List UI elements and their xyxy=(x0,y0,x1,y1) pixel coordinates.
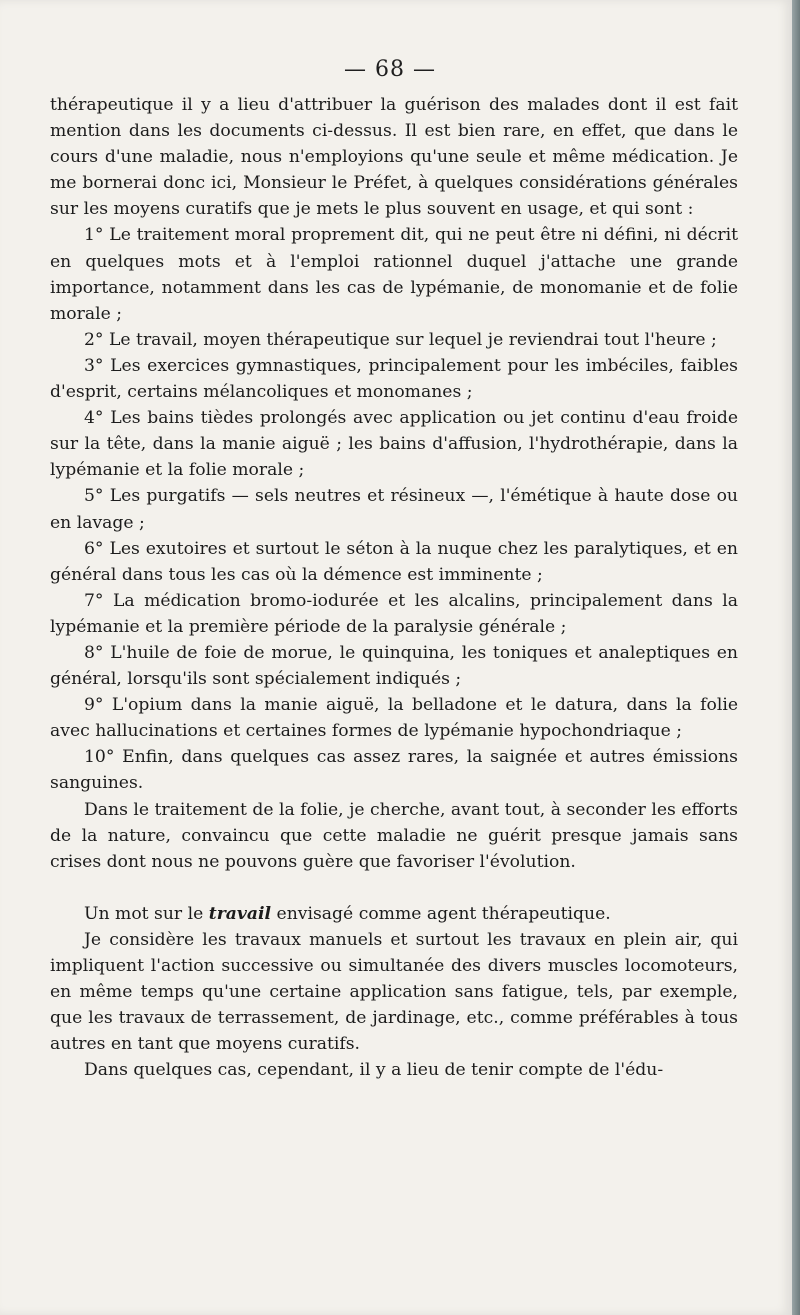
page-number: — 68 — xyxy=(344,57,436,82)
paragraph-education: Dans quelques cas, cependant, il y a lieu de tenir compte de l'édu- xyxy=(84,1060,664,1081)
travail-text-before: Un mot sur le xyxy=(84,903,209,924)
paragraph-item-6: 6° Les exutoires et surtout le séton à la nuque chez les paralytiques, et en général dans tous les cas où la démence est imminente ; xyxy=(50,538,738,585)
paragraph-item-10: 10° Enfin, dans quelques cas assez rares, la saignée et autres émissions sanguines. xyxy=(50,747,738,794)
paragraph-item-4: 4° Les bains tièdes prolongés avec application ou jet continu d'eau froide sur la tête, dans la manie aiguë ; les bains d'affusion, l'hydrothérapie, dans la lypémanie et la folie morale ; xyxy=(50,408,738,481)
paragraph-item-7: 7° La médication bromo-iodurée et les alcalins, principalement dans la lypémanie et la première période de la paralysie générale ; xyxy=(50,590,738,637)
travail-text-after: envisagé comme agent thérapeutique. xyxy=(271,903,611,924)
paragraph-item-8: 8° L'huile de foie de morue, le quinquina, les toniques et analeptiques en général, lorsqu'ils sont spécialement indiqués ; xyxy=(50,642,738,690)
paragraph-item-1: 1° Le traitement moral proprement dit, qui ne peut être ni défini, ni décrit en quelques mots et à l'emploi rationnel duquel j'attache une grande importance, notamment dans les cas de lypémanie, de monomanie et de folie morale ; xyxy=(50,225,738,324)
paragraph-treatment: Dans le traitement de la folie, je cherche, avant tout, à seconder les efforts de la nature, convaincu que cette maladie ne guérit presque jamais sans crises dont nous ne pouvons guère que favoriser l'évolution. xyxy=(50,799,738,872)
paragraph-intro: thérapeutique il y a lieu d'attribuer la guérison des malades dont il est fait mention dans les documents ci-dessus. Il est bien rare, en effet, que dans le cours d'une maladie, nous n'employions qu'une seule et même médication. Je me bornerai donc ici, Monsieur le Préfet, à quelques considérations générales sur les moyens curatifs que je mets le plus souvent en usage, et qui sont : xyxy=(50,95,738,220)
page-edge xyxy=(792,0,800,1315)
paragraph-item-9: 9° L'opium dans la manie aiguë, la belladone et le datura, dans la folie avec hallucinations et certaines formes de lypémanie hypochondriaque ; xyxy=(50,695,738,742)
paragraph-item-2: 2° Le travail, moyen thérapeutique sur lequel je reviendrai tout l'heure ; xyxy=(84,329,717,350)
travail-emphasis: travail xyxy=(208,903,272,924)
paragraph-work: Je considère les travaux manuels et surtout les travaux en plein air, qui impliquent l'action successive ou simultanée des divers muscles locomoteurs, en même temps qu'une certaine application sans fatigue, tels, par exemple, que les travaux de terrassement, de jardinage, etc., comme préférables à tous autres en tant que moyens curatifs. xyxy=(50,929,738,1055)
body-text xyxy=(50,92,738,1083)
paragraph-item-5: 5° Les purgatifs — sels neutres et résineux —, l'émétique à haute dose ou en lavage ; xyxy=(50,486,738,533)
paragraph-travail xyxy=(50,901,738,927)
paragraph-item-3: 3° Les exercices gymnastiques, principalement pour les imbéciles, faibles d'esprit, certains mélancoliques et monomanes ; xyxy=(50,355,738,403)
